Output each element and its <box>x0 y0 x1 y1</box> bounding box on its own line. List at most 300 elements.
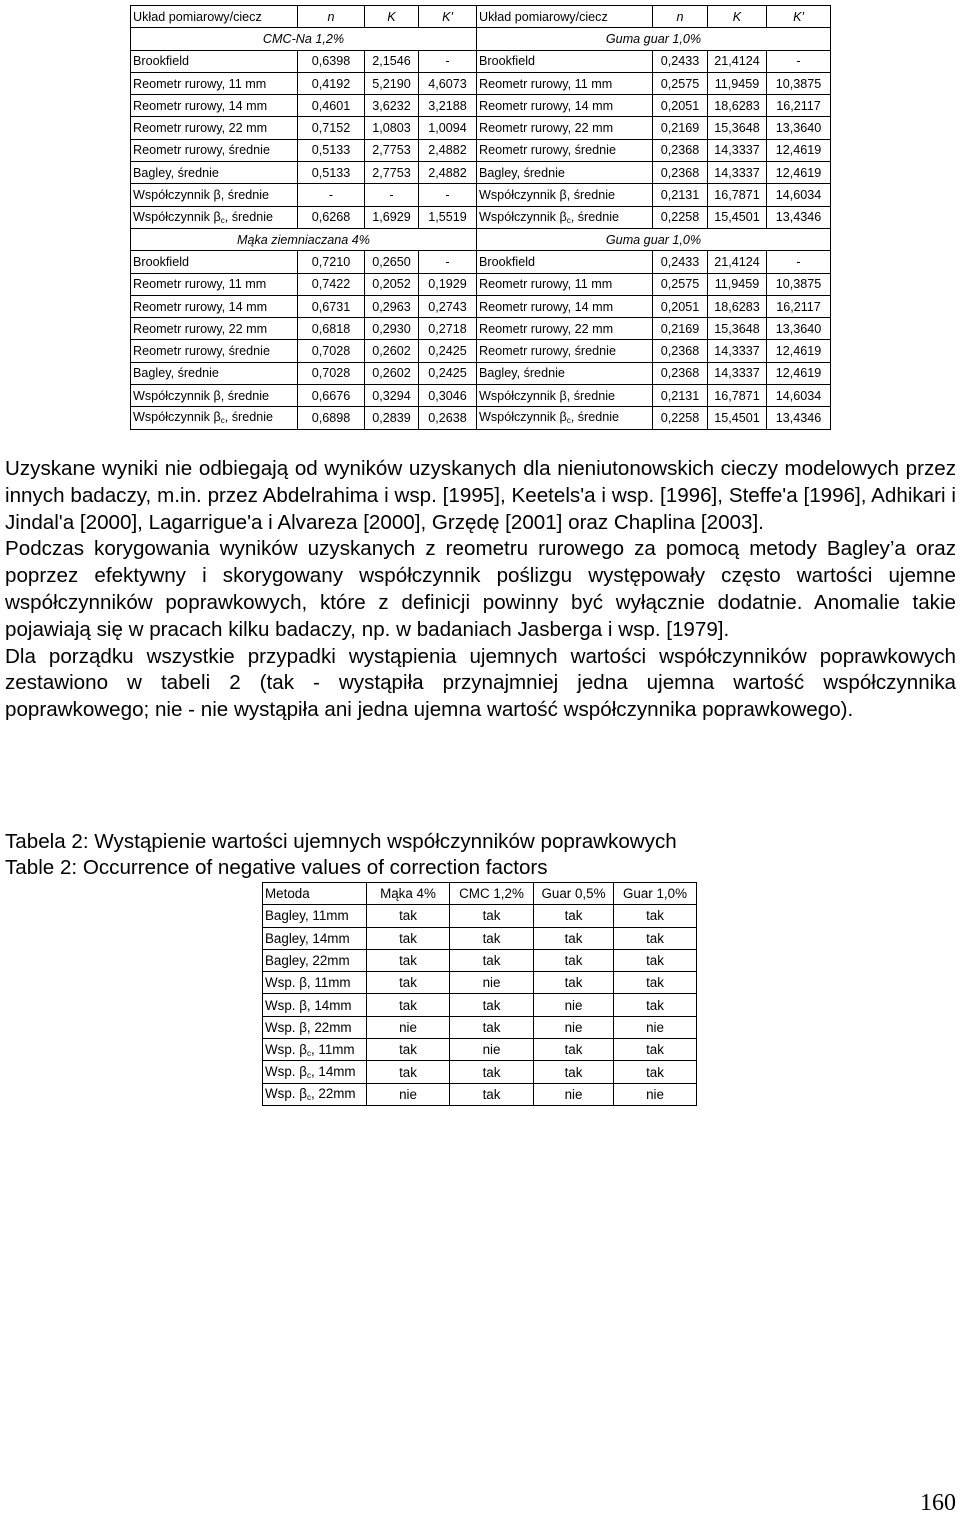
method-cell <box>263 994 367 1016</box>
value-cell <box>365 95 419 117</box>
cell-text: 0,2963 <box>372 299 411 314</box>
table-row <box>263 1016 697 1038</box>
value-cell <box>365 50 419 72</box>
cell-text: 15,4501 <box>714 210 760 225</box>
header-cell: Guar 0,5% <box>534 883 614 905</box>
method-cell <box>263 1083 367 1105</box>
cell-text: tak <box>564 908 583 924</box>
value-cell <box>419 72 477 94</box>
value-cell <box>614 927 697 949</box>
cell-text: 13,3640 <box>775 321 822 336</box>
header-cell: K' <box>767 6 831 28</box>
method-cell <box>263 972 367 994</box>
row-label-cell <box>477 184 653 206</box>
value-cell <box>708 184 767 206</box>
cell-text: 1,6929 <box>372 210 411 225</box>
cell-text: nie <box>564 1019 583 1035</box>
paragraph: Dla porządku wszystkie przypadki wystąpienia ujemnych wartości współczynników poprawkowych zestawiono w tabeli 2 (tak - wystąpiła przynajmniej jedna ujemna wartość współczynnika poprawkowego; nie - nie wystąpiła ani jedna ujemna wartość współczynnika poprawkowego). <box>5 644 956 722</box>
value-cell <box>653 295 708 317</box>
value-cell <box>767 273 831 295</box>
value-cell <box>450 1061 534 1083</box>
value-cell <box>767 362 831 384</box>
header-cell: K <box>708 6 767 28</box>
cell-text: 0,2131 <box>660 188 700 203</box>
value-cell <box>708 407 767 429</box>
value-cell <box>367 994 450 1016</box>
section-title-left: CMC-Na 1,2% <box>131 28 477 50</box>
header-cell: Układ pomiarowy/ciecz <box>131 6 298 28</box>
cell-text: Reometr rurowy, 14 mm <box>133 98 268 113</box>
measurement-results-table <box>130 5 831 430</box>
value-cell <box>767 251 831 273</box>
cell-text: 21,4124 <box>714 254 760 269</box>
value-cell <box>298 318 365 340</box>
value-cell <box>767 407 831 429</box>
cell-text: tak <box>399 1064 417 1080</box>
cell-text: tak <box>482 1086 501 1102</box>
value-cell <box>708 340 767 362</box>
value-cell <box>298 139 365 161</box>
cell-text: tak <box>482 997 501 1013</box>
table-row <box>131 139 831 161</box>
value-cell <box>708 251 767 273</box>
value-cell <box>767 340 831 362</box>
value-cell <box>450 927 534 949</box>
value-cell <box>450 972 534 994</box>
value-cell <box>367 972 450 994</box>
row-label-cell <box>131 362 298 384</box>
cell-text: 0,6398 <box>311 54 351 69</box>
cell-text: 0,2258 <box>660 210 700 225</box>
section-title-right: Guma guar 1,0% <box>477 28 831 50</box>
body-text <box>5 456 956 724</box>
row-label-cell <box>477 117 653 139</box>
table-row <box>263 905 697 927</box>
cell-text: 0,7152 <box>311 121 351 136</box>
cell-text: Bagley, średnie <box>479 366 565 381</box>
table-row <box>131 72 831 94</box>
value-cell <box>767 206 831 228</box>
cell-text: Współczynnik β <box>479 209 567 224</box>
value-cell <box>614 949 697 971</box>
header-cell: Metoda <box>263 883 367 905</box>
cell-text: - <box>389 188 394 203</box>
table-row <box>263 1061 697 1083</box>
row-label-cell <box>477 362 653 384</box>
value-cell <box>419 340 477 362</box>
cell-text: 0,2051 <box>660 299 700 314</box>
value-cell <box>419 273 477 295</box>
value-cell <box>708 273 767 295</box>
cell-text: Reometr rurowy, średnie <box>479 344 616 359</box>
cell-text: Bagley, 11mm <box>265 908 349 924</box>
cell-text: 0,2602 <box>372 344 411 359</box>
value-cell <box>450 994 534 1016</box>
value-cell <box>614 1016 697 1038</box>
value-cell <box>653 273 708 295</box>
cell-text: 15,3648 <box>714 321 760 336</box>
table-row <box>263 972 697 994</box>
cell-text: - <box>796 54 801 69</box>
value-cell <box>298 206 365 228</box>
row-label-cell <box>131 273 298 295</box>
cell-text: tak <box>646 997 664 1013</box>
cell-text: 0,6898 <box>311 410 351 425</box>
value-cell <box>614 1083 697 1105</box>
value-cell <box>419 117 477 139</box>
cell-subscript: c <box>220 215 225 225</box>
header-cell: n <box>298 6 365 28</box>
value-cell <box>534 927 614 949</box>
cell-text: 0,3046 <box>428 388 467 403</box>
table-row <box>263 1039 697 1061</box>
value-cell <box>298 407 365 429</box>
cell-text: tak <box>399 908 417 924</box>
cell-subscript: c <box>306 1093 311 1103</box>
row-label-cell <box>477 407 653 429</box>
row-label-cell <box>477 139 653 161</box>
value-cell <box>653 385 708 407</box>
value-cell <box>534 1083 614 1105</box>
cell-text: Reometr rurowy, średnie <box>133 344 270 359</box>
row-label-cell <box>131 251 298 273</box>
value-cell <box>708 50 767 72</box>
value-cell <box>367 949 450 971</box>
table-row <box>131 295 831 317</box>
method-cell <box>263 927 367 949</box>
row-label-cell <box>131 162 298 184</box>
cell-text: tak <box>646 908 664 924</box>
cell-text: 0,2169 <box>660 321 700 336</box>
cell-text: 0,2575 <box>660 76 700 91</box>
cell-text: 0,2425 <box>428 366 467 381</box>
row-label-cell <box>131 72 298 94</box>
cell-text: tak <box>564 953 583 969</box>
value-cell <box>450 905 534 927</box>
value-cell <box>298 273 365 295</box>
value-cell <box>534 1039 614 1061</box>
cell-text-suffix: , 11mm <box>310 1041 355 1057</box>
cell-text: Bagley, 14mm <box>265 930 350 946</box>
cell-text: 0,2051 <box>660 98 700 113</box>
cell-text: 1,0803 <box>372 121 411 136</box>
cell-text: 0,6676 <box>311 388 351 403</box>
value-cell <box>653 340 708 362</box>
cell-text: 14,3337 <box>714 344 760 359</box>
cell-text: 0,1929 <box>428 277 467 292</box>
value-cell <box>653 95 708 117</box>
value-cell <box>534 972 614 994</box>
cell-text: tak <box>399 1042 417 1058</box>
cell-text: Bagley, średnie <box>479 165 565 180</box>
cell-text: 0,2718 <box>428 321 467 336</box>
cell-text: nie <box>399 1086 417 1102</box>
cell-text: 0,2169 <box>660 121 700 136</box>
row-label-cell <box>131 50 298 72</box>
value-cell <box>450 1083 534 1105</box>
row-label-cell <box>131 295 298 317</box>
cell-text: tak <box>482 930 501 946</box>
cell-text-suffix: , średnie <box>224 209 274 224</box>
value-cell <box>419 295 477 317</box>
cell-text: 0,7028 <box>311 366 351 381</box>
value-cell <box>367 1061 450 1083</box>
value-cell <box>653 407 708 429</box>
cell-text: nie <box>564 1086 583 1102</box>
cell-text: tak <box>482 1064 501 1080</box>
value-cell <box>653 162 708 184</box>
cell-text: 15,4501 <box>714 410 760 425</box>
cell-text: Reometr rurowy, 11 mm <box>133 277 267 292</box>
value-cell <box>708 206 767 228</box>
table-row <box>131 50 831 72</box>
cell-text: 1,5519 <box>428 210 467 225</box>
cell-subscript: c <box>306 1048 311 1058</box>
cell-text: 0,2368 <box>660 344 700 359</box>
cell-text: tak <box>482 953 501 969</box>
cell-text: - <box>445 188 450 203</box>
cell-text-suffix: , 22mm <box>310 1086 356 1102</box>
negative-values-table <box>262 882 697 1106</box>
value-cell <box>450 949 534 971</box>
value-cell <box>419 318 477 340</box>
cell-text: Reometr rurowy, 22 mm <box>133 121 268 136</box>
value-cell <box>708 318 767 340</box>
header-cell: n <box>653 6 708 28</box>
value-cell <box>653 184 708 206</box>
row-label-cell <box>131 95 298 117</box>
cell-text: tak <box>646 953 664 969</box>
cell-text: nie <box>646 1086 664 1102</box>
value-cell <box>365 184 419 206</box>
value-cell <box>365 385 419 407</box>
table-row <box>131 362 831 384</box>
cell-text: tak <box>564 1042 583 1058</box>
cell-text: 0,7210 <box>311 254 351 269</box>
cell-text: 2,1546 <box>372 54 411 69</box>
cell-text: 0,6731 <box>311 299 351 314</box>
value-cell <box>767 184 831 206</box>
value-cell <box>419 407 477 429</box>
row-label-cell <box>131 385 298 407</box>
row-label-cell <box>477 251 653 273</box>
value-cell <box>653 318 708 340</box>
cell-text: 0,3294 <box>372 388 411 403</box>
value-cell <box>365 295 419 317</box>
cell-text: 16,7871 <box>714 388 760 403</box>
value-cell <box>708 139 767 161</box>
row-label-cell <box>477 50 653 72</box>
cell-text: 14,3337 <box>714 165 760 180</box>
cell-text: Współczynnik β, średnie <box>133 188 270 203</box>
cell-text-suffix: , średnie <box>224 410 274 425</box>
row-label-cell <box>477 162 653 184</box>
cell-text: Wsp. β <box>265 1086 307 1102</box>
value-cell <box>298 295 365 317</box>
cell-text: 0,6818 <box>311 321 351 336</box>
cell-text: 15,3648 <box>714 121 760 136</box>
cell-text: 0,2433 <box>660 254 700 269</box>
cell-text: 3,2188 <box>428 98 467 113</box>
value-cell <box>653 206 708 228</box>
row-label-cell <box>477 340 653 362</box>
row-label-cell <box>131 184 298 206</box>
value-cell <box>419 385 477 407</box>
cell-text: Wsp. β <box>265 1041 307 1057</box>
value-cell <box>767 162 831 184</box>
cell-text: tak <box>399 953 417 969</box>
cell-text: 0,4192 <box>311 76 351 91</box>
header-cell: CMC 1,2% <box>450 883 534 905</box>
table-row <box>131 385 831 407</box>
method-cell <box>263 949 367 971</box>
row-label-cell <box>477 72 653 94</box>
cell-text-suffix: , średnie <box>570 410 620 425</box>
cell-text: 0,2743 <box>428 299 467 314</box>
cell-text: Wsp. β, 22mm <box>265 1019 352 1035</box>
table-row <box>131 340 831 362</box>
section-title-row <box>131 228 831 250</box>
value-cell <box>419 206 477 228</box>
value-cell <box>298 95 365 117</box>
cell-text: Brookfield <box>133 254 190 269</box>
cell-text: 16,2117 <box>776 299 821 314</box>
value-cell <box>653 117 708 139</box>
value-cell <box>708 385 767 407</box>
value-cell <box>708 362 767 384</box>
value-cell <box>298 385 365 407</box>
cell-text: 0,2575 <box>660 277 700 292</box>
cell-text: 0,2433 <box>660 54 700 69</box>
cell-text: 14,3337 <box>714 143 760 158</box>
value-cell <box>367 1083 450 1105</box>
value-cell <box>419 50 477 72</box>
value-cell <box>419 362 477 384</box>
value-cell <box>367 927 450 949</box>
cell-text: 0,4601 <box>311 98 351 113</box>
cell-text: tak <box>646 975 664 991</box>
cell-text: nie <box>482 1042 501 1058</box>
value-cell <box>365 139 419 161</box>
row-label-cell <box>477 273 653 295</box>
value-cell <box>365 407 419 429</box>
cell-text: Reometr rurowy, 14 mm <box>479 299 614 314</box>
value-cell <box>367 905 450 927</box>
cell-text: 14,6034 <box>775 388 822 403</box>
cell-text: 2,7753 <box>372 165 411 180</box>
paragraph: Podczas korygowania wyników uzyskanych z reometru rurowego za pomocą metody Bagley’a oraz poprzez efektywny i skorygowany współczynnik poślizgu występowały często wartości ujemne współczynników poprawkowych, które z definicji powinny być wyłącznie dodatnie. Anomalie takie pojawiają się w pracach kilku badaczy, np. w badaniach Jasberga i wsp. [1979]. <box>5 537 956 641</box>
value-cell <box>298 251 365 273</box>
value-cell <box>614 1039 697 1061</box>
cell-text: 0,2368 <box>660 143 700 158</box>
value-cell <box>653 50 708 72</box>
value-cell <box>534 1016 614 1038</box>
cell-text: Reometr rurowy, 14 mm <box>133 299 268 314</box>
cell-text: tak <box>564 930 583 946</box>
cell-text: Reometr rurowy, 14 mm <box>479 98 614 113</box>
table-row <box>263 994 697 1016</box>
cell-text: Bagley, 22mm <box>265 953 350 969</box>
value-cell <box>534 949 614 971</box>
cell-text: 10,3875 <box>775 76 822 91</box>
cell-text: 0,5133 <box>311 165 351 180</box>
table-caption <box>5 829 677 881</box>
cell-text: tak <box>482 908 501 924</box>
value-cell <box>365 117 419 139</box>
cell-text: 13,4346 <box>775 210 822 225</box>
cell-text: tak <box>646 930 664 946</box>
cell-text: tak <box>399 975 417 991</box>
cell-text: Reometr rurowy, 22 mm <box>479 321 614 336</box>
table-header-row <box>263 883 697 905</box>
table-row <box>131 184 831 206</box>
cell-text: 0,2839 <box>372 410 411 425</box>
cell-text: Współczynnik β <box>133 209 221 224</box>
cell-text-suffix: , średnie <box>570 209 620 224</box>
value-cell <box>614 905 697 927</box>
cell-text: Reometr rurowy, 11 mm <box>479 76 613 91</box>
method-cell <box>263 1061 367 1083</box>
cell-text: 0,2258 <box>660 410 700 425</box>
cell-text: nie <box>482 975 501 991</box>
row-label-cell <box>131 206 298 228</box>
table-row <box>131 162 831 184</box>
cell-text: 0,2131 <box>660 388 700 403</box>
value-cell <box>367 1016 450 1038</box>
value-cell <box>365 273 419 295</box>
cell-text: Współczynnik β <box>479 410 567 425</box>
value-cell <box>365 251 419 273</box>
cell-text: Reometr rurowy, 11 mm <box>479 277 613 292</box>
value-cell <box>298 50 365 72</box>
value-cell <box>298 362 365 384</box>
cell-text: Współczynnik β, średnie <box>479 388 616 403</box>
value-cell <box>767 117 831 139</box>
row-label-cell <box>131 318 298 340</box>
row-label-cell <box>477 318 653 340</box>
cell-subscript: c <box>566 416 571 426</box>
cell-text: Reometr rurowy, 22 mm <box>133 321 268 336</box>
section-title-right: Guma guar 1,0% <box>477 228 831 250</box>
cell-text: - <box>445 254 450 269</box>
cell-text: 5,2190 <box>372 76 411 91</box>
cell-text: 3,6232 <box>372 98 411 113</box>
method-cell <box>263 1039 367 1061</box>
value-cell <box>419 184 477 206</box>
cell-text-suffix: , 14mm <box>310 1064 356 1080</box>
cell-text: 0,7028 <box>311 344 351 359</box>
cell-subscript: c <box>566 215 571 225</box>
cell-text: 13,4346 <box>775 410 822 425</box>
value-cell <box>367 1039 450 1061</box>
cell-text: 2,7753 <box>372 143 411 158</box>
cell-text: 2,4882 <box>428 143 467 158</box>
value-cell <box>653 251 708 273</box>
cell-text: 2,4882 <box>428 165 467 180</box>
value-cell <box>653 362 708 384</box>
cell-text: 11,9459 <box>714 277 760 292</box>
cell-text: 16,7871 <box>714 188 760 203</box>
value-cell <box>298 184 365 206</box>
table-header-row <box>131 6 831 28</box>
cell-text: 18,6283 <box>714 299 760 314</box>
cell-text: Współczynnik β, średnie <box>479 188 616 203</box>
value-cell <box>534 1061 614 1083</box>
value-cell <box>419 251 477 273</box>
value-cell <box>365 162 419 184</box>
table-row <box>131 206 831 228</box>
caption-english: Table 2: Occurrence of negative values of correction factors <box>5 856 548 879</box>
